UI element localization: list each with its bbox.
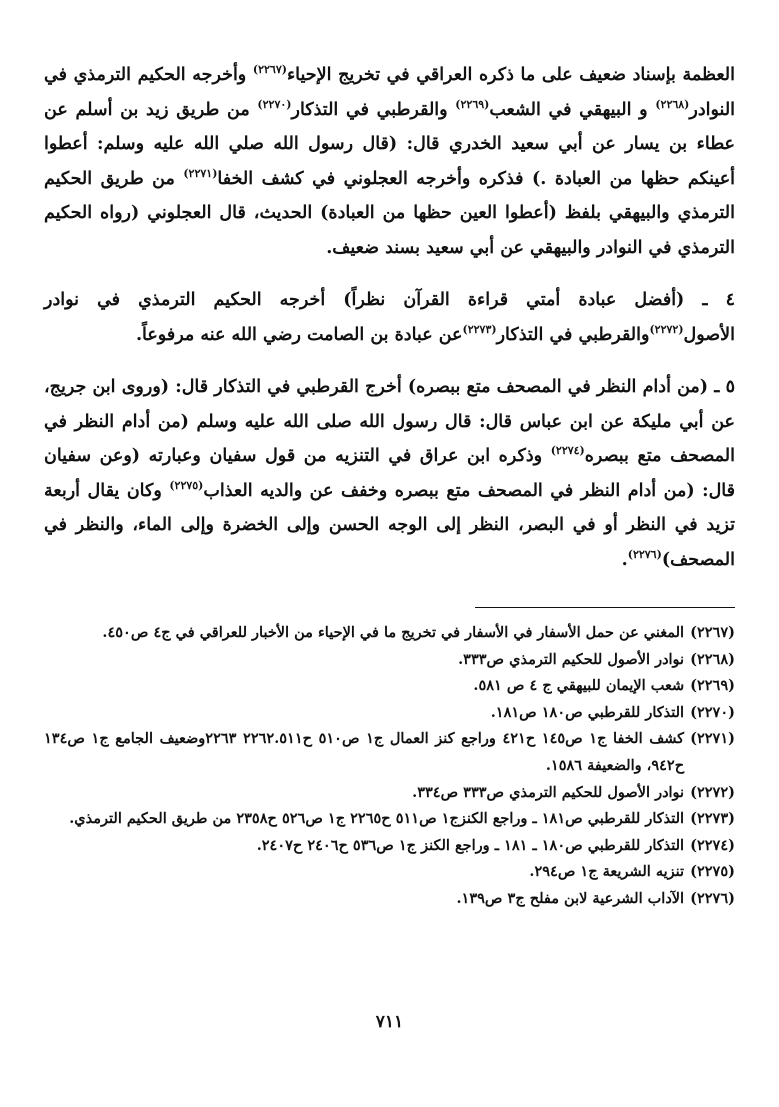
footnote-text: التذكار للقرطبي ص١٨١ ـ وراجع الكنزج١ ص٥١١ ح٢٢٦٥ ج١ ص٥٢٦ ح٢٣٥٨ من طريق الحكيم الترمذي. [69,810,685,828]
footnote [44,886,735,913]
footnote-ref: (٢٢٦٧) [252,63,287,77]
footnote-text: نوادر الأصول للحكيم الترمذي ص٣٣٣ ص٣٣٤. [412,783,685,801]
footnote [44,833,735,860]
footnote-number: (٢٢٧١) [690,730,735,748]
page-number: ٧١١ [375,1012,404,1032]
footnote-number: (٢٢٦٧) [690,624,735,641]
footnote-ref: (٢٢٧٦) [627,547,662,561]
footnote-text: كشف الخفا ج١ ص١٤٥ ح٤٢١ وراجع كنز العمال ج١ ص٥١٠ ح٢٢٦٢.٥١١ ٢٢٦٣وضعيف الجامع ج١ ص١٣٤ ح٩٤٢، والضعيفة ١٥٨٦. [44,730,685,774]
footnote-number: (٢٢٧٠) [690,703,735,721]
footnote [44,620,735,647]
footnote-text: المغني عن حمل الأسفار في الأسفار في تخريج ما في الإحياء من الأخبار للعراقي في ج٤ ص٤٥٠. [102,624,685,641]
paragraph-2: ٤ ـ (أفضل عبادة أمتي قراءة القرآن نظراً) أخرجه الحكيم الترمذي في نوادر الأصول$^{(٢٢٧٢)}$والقرطبي في التذكار$^{(٢٢٧٣)}$عن عبادة بن الصامت رضي الله عنه مرفوعاً. [44,290,735,345]
footnote [44,726,735,779]
footnote [44,806,735,833]
footnote [44,647,735,674]
main-text [44,58,735,577]
footnote-divider [475,607,735,608]
footnote-ref: (٢٢٦٨) [655,97,690,111]
footnote-number: (٢٢٧٢) [690,783,735,801]
footnote-ref: (٢٢٧٤) [550,444,585,458]
footnote-text: التذكار للقرطبي ص١٨٠ ـ ١٨١ ـ وراجع الكنز ج١ ص٥٣٦ ح٢٤٠٦ ح٢٤٠٧. [256,836,685,854]
footnote-text: نوادر الأصول للحكيم الترمذي ص٣٣٣. [458,650,685,668]
footnote [44,859,735,886]
footnote-number: (٢٢٧٣) [690,810,735,828]
footnote-number: (٢٢٧٦) [690,889,735,907]
footnote-number: (٢٢٧٤) [690,836,735,854]
paragraph-1: العظمة بإسناد ضعيف على ما ذكره العراقي في تخريج الإحياء$^{(٢٢٦٧)}$ وأخرجه الحكيم الترمذي في النوادر$^{(٢٢٦٨)}$ و البيهقي في الشعب$^{(٢٢٦٩)}$ والقرطبي في التذكار$^{(٢٢٧٠)}$ من طريق زيد بن أسلم عن عطاء بن يسار عن أبي سعيد الخدري قال: (قال رسول الله صلي الله عليه وسلم: أعطوا أعينكم حظها من العبادة .) فذكره وأخرجه العجلوني في كشف الخفا$^{(٢٢٧١)}$ من طريق الحكيم الترمذي والبيهقي بلفظ (أعطوا العين حظها من العبادة) الحديث، قال العجلوني (رواه الحكيم الترمذي في النوادر والبيهقي عن أبي سعيد بسند ضعيف. [44,63,736,258]
footnote-text: تنزيه الشريعة ج١ ص٢٩٤. [529,863,685,881]
footnote-ref: (٢٢٦٩) [455,97,490,111]
footnote-ref: (٢٢٧٠) [257,97,292,111]
footnote-ref: (٢٢٧٥) [169,478,204,492]
footnote-number: (٢٢٦٩) [690,677,735,695]
footnote-number: (٢٢٧٥) [690,863,735,881]
footnote-number: (٢٢٦٨) [690,650,735,668]
footnote [44,700,735,727]
footnote-ref: (٢٢٧٣) [462,322,497,336]
footnote-text: شعب الإيمان للبيهقي ج ٤ ص ٥٨١. [473,677,685,695]
footnote-text: الآداب الشرعية لابن مفلح ج٣ ص١٣٩. [456,889,685,907]
footnote [44,780,735,807]
footnote-ref: (٢٢٧١) [183,166,218,180]
footnote-text: التذكار للقرطبي ص١٨٠ ص١٨١. [490,703,685,721]
footnote-ref: (٢٢٧٢) [649,322,684,336]
footnotes-list [44,620,735,913]
footnote [44,673,735,700]
paragraph-3: ٥ ـ (من أدام النظر في المصحف متع ببصره) أخرج القرطبي في التذكار قال: (وروى ابن جريج، عن أبي مليكة عن ابن عباس قال: قال رسول الله صلى الله عليه وسلم (من أدام النظر في المصحف متع ببصره$^{(٢٢٧٤)}$ وذكره ابن عراق في التنزيه من قول سفيان وعبارته (وعن سفيان قال: (من أدام النظر في المصحف متع ببصره وخفف عن والديه العذاب$^{(٢٢٧٥)}$ وكان يقال أربعة تزيد في النظر أو في البصر، النظر إلى الوجه الحسن وإلى الخضرة وإلى الماء، والنظر في المصحف)$^{(٢٢٧٦)}$. [44,377,735,570]
